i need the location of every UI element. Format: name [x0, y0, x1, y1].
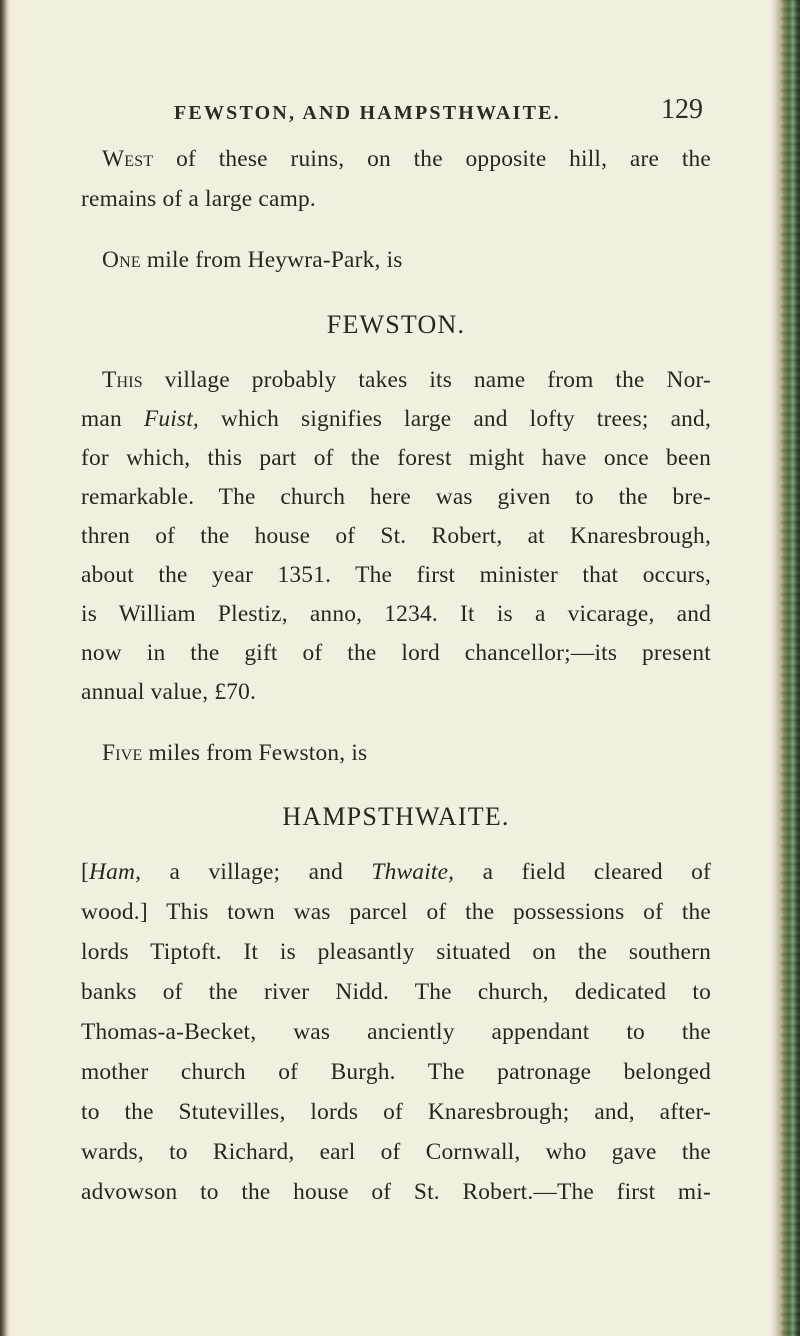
fewston-line-5: thren of the house of St. Robert, at Knaresbrough, [81, 523, 711, 549]
fewston-line-3: for which, this part of the forest might have once been [81, 445, 711, 471]
hampsthwaite-line-1-a: [ [81, 859, 89, 885]
fewston-line-2-a: man [81, 406, 144, 432]
fewston-line-9: annual value, £70. [81, 679, 257, 705]
hampsthwaite-line-6: mother church of Burgh. The patronage belonged [81, 1059, 711, 1085]
hampsthwaite-line-1-italic-1: Ham, [89, 859, 142, 885]
hampsthwaite-line-1-c: a field cleared of [454, 859, 711, 885]
hampsthwaite-intro-rest: miles from Fewston, is [142, 740, 368, 766]
fewston-line-4: remarkable. The church here was given to the bre- [81, 484, 711, 510]
intro-line-2: remains of a large camp. [81, 186, 316, 212]
hampsthwaite-line-2: wood.] This town was parcel of the possessions of the [81, 899, 711, 925]
fewston-line-2-b: which signifies large and lofty trees; and, [198, 406, 711, 432]
hampsthwaite-line-7: to the Stutevilles, lords of Knaresbrough; and, after- [81, 1099, 711, 1125]
hampsthwaite-line-1-italic-2: Thwaite, [371, 859, 455, 885]
hampsthwaite-line-5: Thomas-a-Becket, was anciently appendant to the [81, 1019, 711, 1045]
fewston-intro-rest: mile from Heywra-Park, is [140, 247, 403, 273]
page-left-edge [0, 0, 10, 1336]
intro-line-1 [102, 146, 711, 173]
hampsthwaite-line-1-b: a village; and [141, 859, 372, 885]
hampsthwaite-intro [102, 740, 732, 767]
fewston-heading: FEWSTON. [326, 310, 466, 339]
hampsthwaite-heading: HAMPSTHWAITE. [282, 802, 510, 831]
hampsthwaite-line-4: banks of the river Nidd. The church, dedicated to [81, 979, 711, 1005]
intro-lead-word: West [102, 146, 154, 172]
hampsthwaite-line-9: advowson to the house of St. Robert.—The first mi- [81, 1179, 711, 1205]
hampsthwaite-line-3: lords Tiptoft. It is pleasantly situated on the southern [81, 939, 711, 965]
fewston-intro-lead: One [102, 247, 141, 273]
fewston-line-1 [102, 367, 711, 394]
running-title: FEWSTON, AND HAMPSTHWAITE. [174, 102, 561, 124]
book-binding-strip [780, 0, 800, 1336]
page-number: 129 [661, 94, 703, 125]
fewston-intro [102, 247, 732, 274]
fewston-line-8: now in the gift of the lord chancellor;—its present [81, 640, 711, 666]
fewston-lead-word: This [102, 367, 143, 393]
fewston-line-7: is William Plestiz, anno, 1234. It is a vicarage, and [81, 601, 711, 627]
fewston-line-2-italic: Fuist, [143, 406, 199, 432]
fewston-line-2 [81, 406, 711, 433]
fewston-line-6: about the year 1351. The first minister that occurs, [81, 562, 711, 588]
intro-line-1-rest: of these ruins, on the opposite hill, are the [153, 146, 711, 172]
binding-gutter [770, 0, 780, 1336]
hampsthwaite-line-8: wards, to Richard, earl of Cornwall, who gave the [81, 1139, 711, 1165]
fewston-line-1-rest: village probably takes its name from the Nor- [142, 367, 711, 393]
running-head [0, 92, 720, 132]
hampsthwaite-line-1 [81, 859, 711, 886]
hampsthwaite-intro-lead: Five [102, 740, 143, 766]
